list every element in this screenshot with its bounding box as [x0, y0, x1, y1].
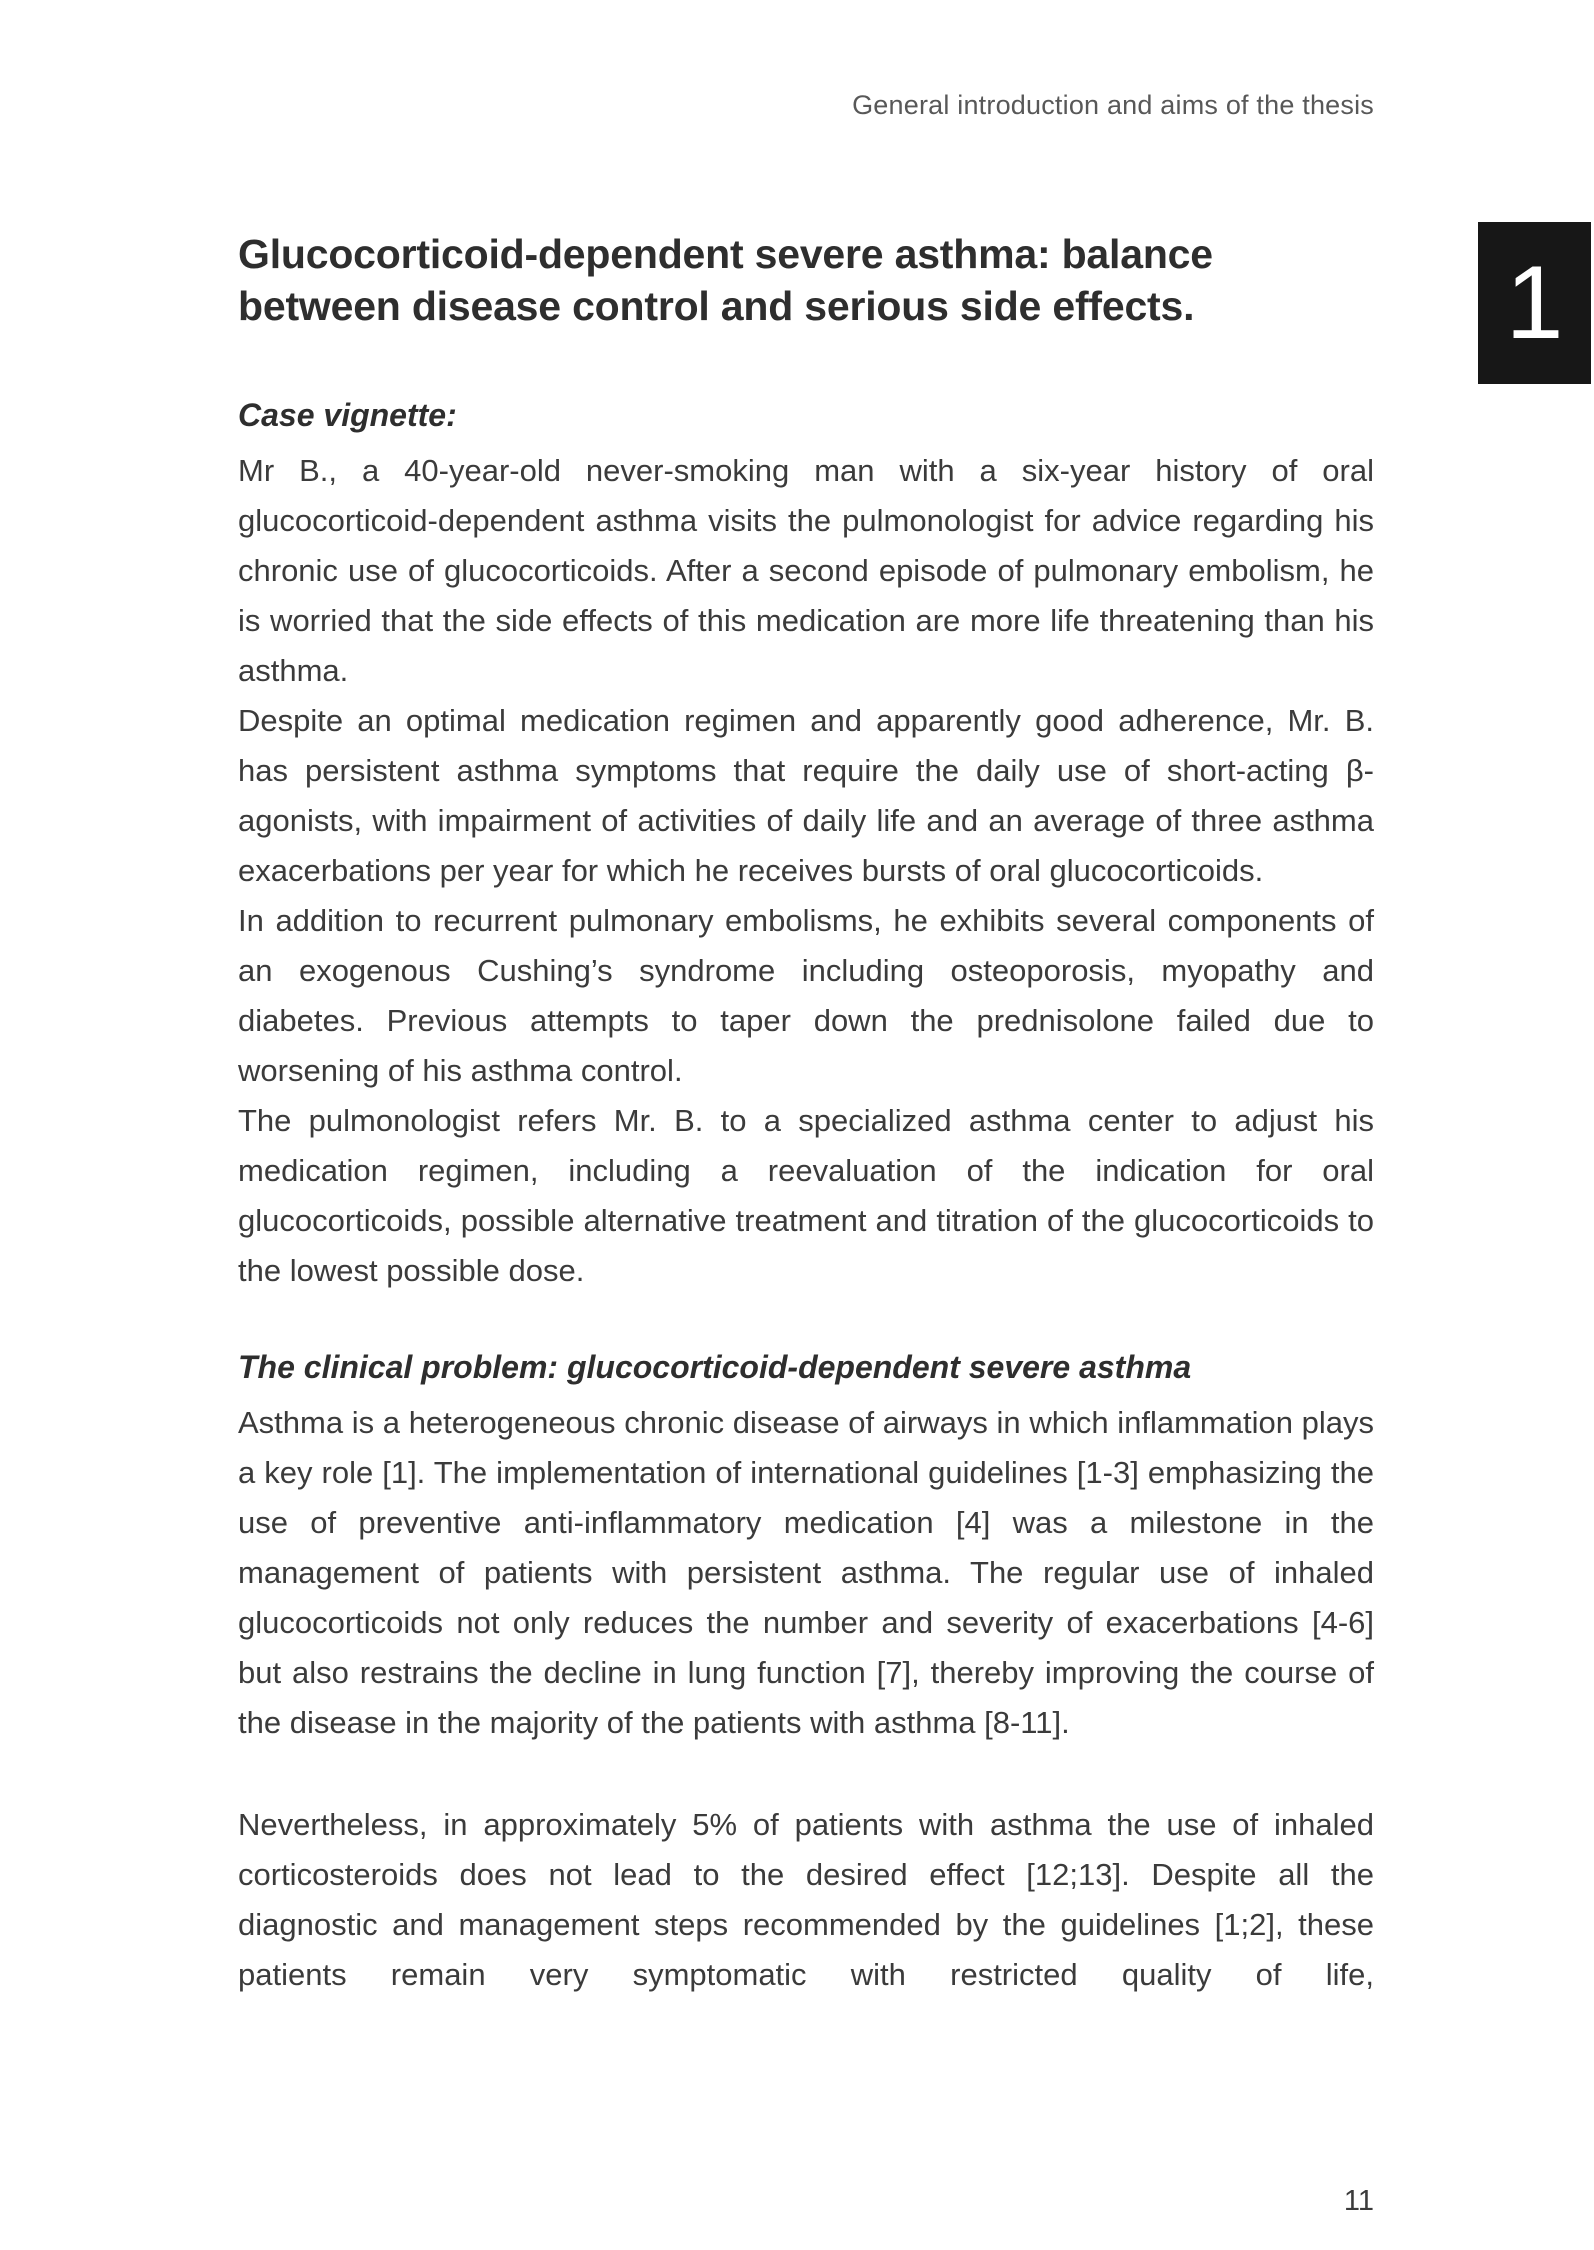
paragraph: Despite an optimal medication regimen and apparently good adherence, Mr. B. has persistent asthma symptoms that require the daily use of short-acting β-agonists, with impairment of activities of daily life and an average of three asthma exacerbations per year for which he receives bursts of oral glucocorticoids.	[238, 703, 1374, 889]
running-header: General introduction and aims of the thesis	[852, 90, 1374, 120]
paragraph: The pulmonologist refers Mr. B. to a specialized asthma center to adjust his medication regimen, including a reevaluation of the indication for oral glucocorticoids, possible alternative treatment and titration of the glucocorticoids to the lowest possible dose.	[238, 1103, 1374, 1289]
chapter-number: 1	[1505, 245, 1564, 361]
page-title: Glucocorticoid-dependent severe asthma: balance between disease control and serious side effects.	[238, 231, 1213, 330]
section-heading-case-vignette: Case vignette:	[238, 397, 457, 434]
chapter-tab	[1478, 222, 1591, 384]
section-heading-clinical-problem: The clinical problem: glucocorticoid-dependent severe asthma	[238, 1349, 1192, 1386]
paragraph: Mr B., a 40-year-old never-smoking man with a six-year history of oral glucocorticoid-dependent asthma visits the pulmonologist for advice regarding his chronic use of glucocorticoids. After a second episode of pulmonary embolism, he is worried that the side effects of this medication are more life threatening than his asthma.	[238, 453, 1374, 689]
paragraph: Asthma is a heterogeneous chronic disease of airways in which inflammation plays a key role [1]. The implementation of international guidelines [1-3] emphasizing the use of preventive anti-inflammatory medication [4] was a milestone in the management of patients with persistent asthma. The regular use of inhaled glucocorticoids not only reduces the number and severity of exacerbations [4-6] but also restrains the decline in lung function [7], thereby improving the course of the disease in the majority of the patients with asthma [8-11].	[238, 1405, 1374, 1741]
page-number: 11	[1343, 2185, 1374, 2217]
paragraph: Nevertheless, in approximately 5% of patients with asthma the use of inhaled corticosteroids does not lead to the desired effect [12;13]. Despite all the diagnostic and management steps recommended by the guidelines [1;2], these patients remain very symptomatic with restricted quality of life,	[238, 1807, 1374, 1993]
page-content	[238, 228, 1374, 2000]
paragraph: In addition to recurrent pulmonary embolisms, he exhibits several components of an exogenous Cushing’s syndrome including osteoporosis, myopathy and diabetes. Previous attempts to taper down the prednisolone failed due to worsening of his asthma control.	[238, 903, 1374, 1089]
